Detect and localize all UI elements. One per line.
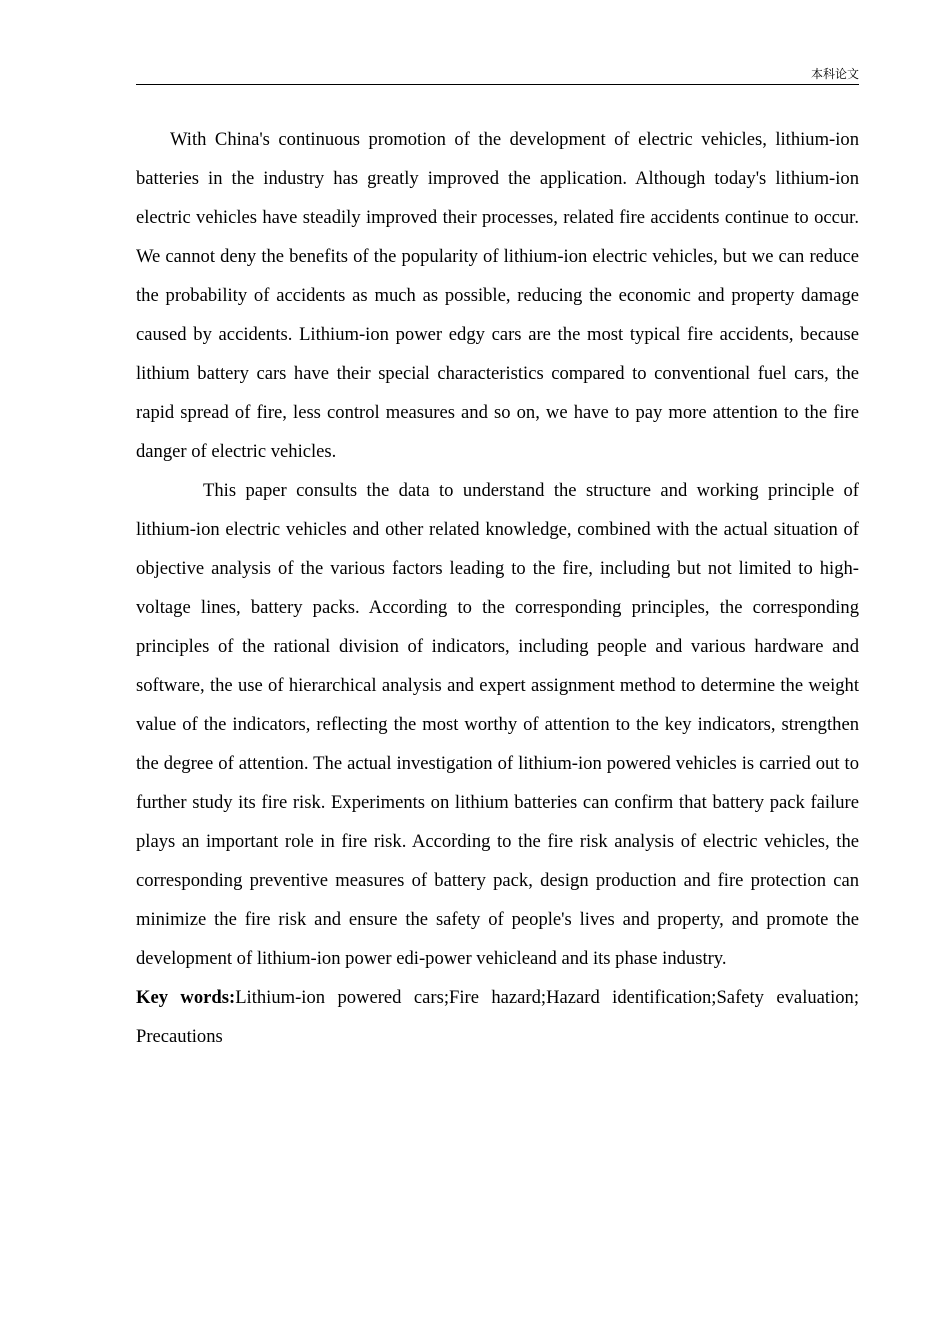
abstract-paragraph-2: This paper consults the data to understand the structure and working principle of lithium-ion electric vehicles and other related knowledge, combined with the actual situation of objective analysis of the various factors leading to the fire, including but not limited to high-voltage lines, battery packs. According to the corresponding principles, the corresponding principles of the rational division of indicators, including people and various hardware and software, the use of hierarchical analysis and expert assignment method to determine the weight value of the indicators, reflecting the most worthy of attention to the key indicators, strengthen the degree of attention. The actual investigation of lithium-ion powered vehicles is carried out to further study its fire risk. Experiments on lithium batteries can confirm that battery pack failure plays an important role in fire risk. According to the fire risk analysis of electric vehicles, the corresponding preventive measures of battery pack, design production and fire protection can minimize the fire risk and ensure the safety of people's lives and property, and promote the development of lithium-ion power edi-power vehicleand and its phase industry. (136, 480, 859, 969)
keywords-line (136, 978, 859, 1056)
abstract-paragraph-1: With China's continuous promotion of the development of electric vehicles, lithium-ion batteries in the industry has greatly improved the application. Although today's lithium-ion electric vehicles have steadily improved their processes, related fire accidents continue to occur. We cannot deny the benefits of the popularity of lithium-ion electric vehicles, but we can reduce the probability of accidents as much as possible, reducing the economic and property damage caused by accidents. Lithium-ion power edgy cars are the most typical fire accidents, because lithium battery cars have their special characteristics compared to conventional fuel cars, the rapid spread of fire, less control measures and so on, we have to pay more attention to the fire danger of electric vehicles. (136, 129, 859, 462)
keywords-text: Lithium-ion powered cars;Fire hazard;Hazard identification;Safety evaluation; Precautions (136, 987, 859, 1047)
header-title: 本科论文 (810, 67, 859, 81)
keywords-label: Key words: (136, 987, 236, 1008)
abstract-body (136, 120, 859, 1056)
page-header (136, 64, 859, 85)
